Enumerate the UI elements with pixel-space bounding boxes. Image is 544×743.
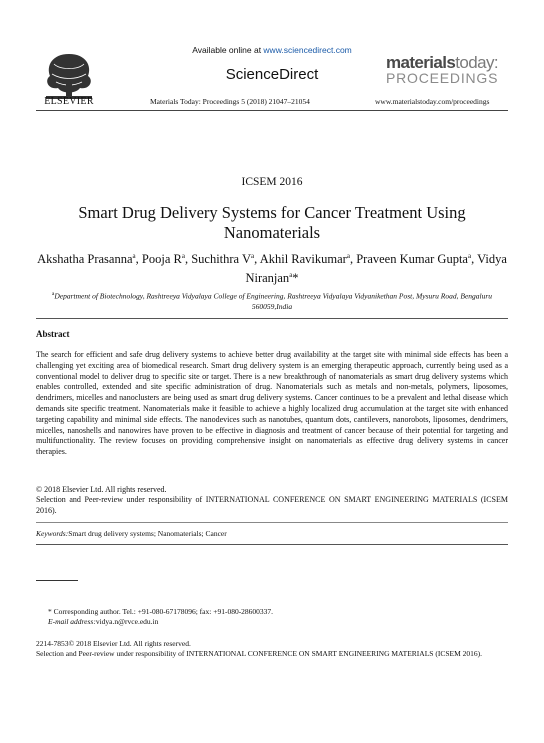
keywords-label: Keywords: [36, 529, 69, 538]
author-separator: , [254, 252, 260, 267]
sciencedirect-link[interactable]: www.sciencedirect.com [263, 45, 352, 55]
abstract-body: The search for efficient and safe drug delivery systems to achieve better drug availability at the target site with minimal side effects has been a challenging yet exciting area of biomedical research. Smart drug delivery system is an emerging therapeutic approach, currently being used as a conventional model to deliver drug to specific site or target. There is a new breakthrough of nanomaterials as smart drug delivery systems which enables controlled, extended and site specific administration of drug. Nanomaterials such as metals and non-metals, polymers, liposomes, dendrimers, micelles and nanoclusters are being used as smart drug delivery systems. Cancer continues to be a prevalent and lethal disease which demands site specific treatment. Nanomaterials make it feasible to achieve a highly localized drug accumulation at the target site with enhanced targeting capability and minimal side effects. The nanodevices such as nanotubes, quantum dots, cantilevers, nanorobots, liposomes, dendrimers, micelles, nanoshells and nanowires have proven to be effective in diagnosis and treatment of cancer because of their potential for targeting and multifunctionality. The review focuses on providing comprehensive insight on nanomaterials as effective drug delivery systems in cancer therapies. [36, 350, 508, 457]
divider-top [36, 318, 508, 319]
copyright-line: © 2018 Elsevier Ltd. All rights reserved. [36, 485, 167, 494]
author-name: Vidya Niranjan [245, 252, 507, 286]
email-label: E-mail address: [48, 617, 96, 626]
divider-keywords [36, 522, 508, 523]
issn-line: 2214-7853© 2018 Elsevier Ltd. All rights reserved. [36, 639, 191, 648]
logo-word-today: today [455, 53, 494, 72]
platform-name[interactable]: ScienceDirect [225, 66, 319, 83]
publisher-logo-text: ELSEVIER [44, 96, 94, 107]
author-name: Pooja R [141, 252, 182, 267]
author-affiliation-mark: a [346, 252, 350, 260]
footer-peer-review: Selection and Peer-review under responsibility of INTERNATIONAL CONFERENCE ON SMART ENGINEERING MATERIALS (ICSEM 2016). [36, 649, 483, 658]
author-separator: , [349, 252, 357, 267]
author-separator: , [135, 252, 142, 267]
logo-word-materials: materials [386, 53, 456, 72]
affiliation-mark: a [51, 291, 55, 297]
journal-citation: Materials Today: Proceedings 5 (2018) 21047–21054 [150, 97, 310, 106]
email-note [48, 617, 158, 626]
email-address[interactable]: vidya.n@rvce.edu.in [95, 617, 159, 626]
materials-today-logo [386, 54, 506, 85]
journal-url[interactable]: www.materialstoday.com/proceedings [375, 97, 490, 106]
availability-prefix: Available online at [192, 45, 264, 55]
author-affiliation-mark: a [251, 252, 255, 260]
author-affiliation-mark: a [132, 252, 136, 260]
author-affiliation-mark: a [289, 271, 293, 280]
author-affiliation-mark: a [467, 252, 472, 260]
conference-name: ICSEM 2016 [241, 176, 303, 188]
corresponding-author-note: * Corresponding author. Tel.: +91-080-67178096; fax: +91-080-28600337. [48, 607, 274, 616]
author-separator: , [471, 252, 478, 267]
affiliation-text: Department of Biotechnology, Rashtreeya Vidyalaya College of Engineering, Rashtreeya Vidyalaya Vidyanikethan Post, Mysuru Road, Bengaluru 560059,India [54, 291, 493, 311]
keywords [36, 529, 508, 538]
logo-colon: : [493, 53, 498, 72]
keywords-list: Smart drug delivery systems; Nanomaterials; Cancer [68, 529, 227, 538]
affiliation [36, 289, 508, 312]
logo-word-proceedings: PROCEEDINGS [386, 70, 499, 86]
author-name: Praveen Kumar Gupta [356, 252, 468, 267]
author-name: Suchithra V [191, 252, 252, 267]
author-name: Akshatha Prasanna [37, 252, 133, 267]
paper-title: Smart Drug Delivery Systems for Cancer Treatment Using Nanomaterials [78, 203, 466, 242]
header-divider [36, 110, 508, 111]
footnote-rule [36, 580, 78, 581]
author-list [36, 248, 508, 286]
divider-bottom [36, 544, 508, 545]
author-affiliation-mark: a [181, 252, 185, 260]
abstract-heading: Abstract [36, 329, 70, 339]
peer-review-statement: Selection and Peer-review under responsibility of INTERNATIONAL CONFERENCE ON SMART ENGINEERING MATERIALS (ICSEM 2016). [36, 495, 508, 515]
author-separator: * [292, 271, 299, 286]
author-name: Akhil Ravikumar [259, 252, 347, 267]
author-separator: , [184, 252, 192, 267]
